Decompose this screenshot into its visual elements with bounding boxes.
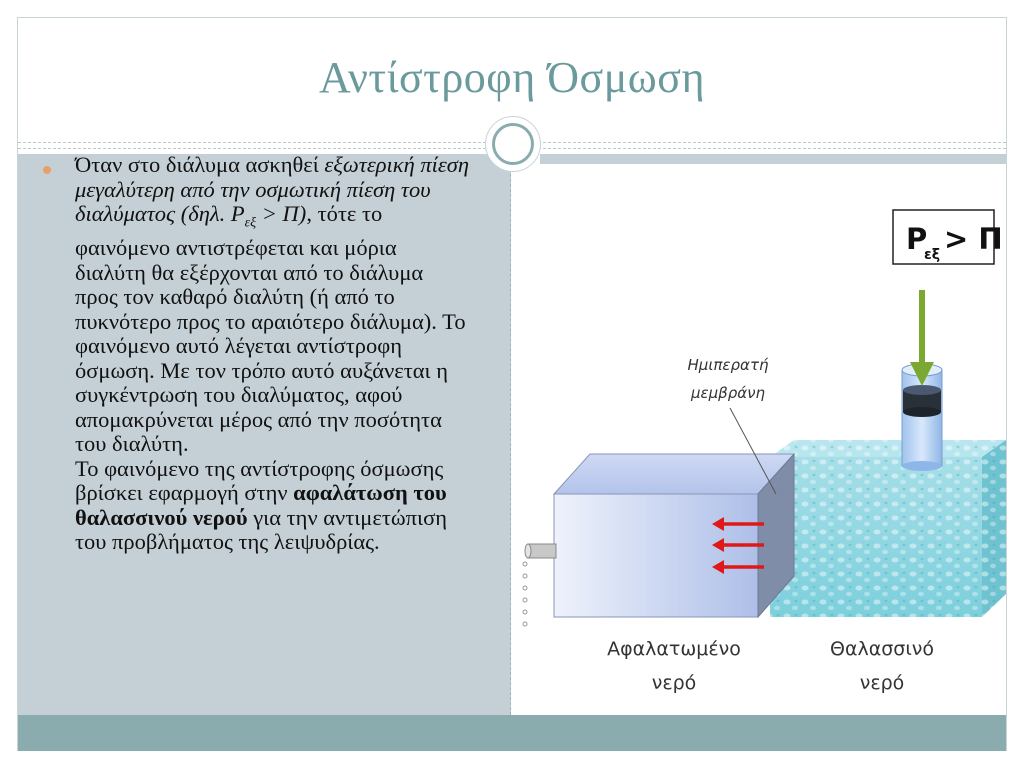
para1-part1: Όταν στο διάλυμα ασκηθεί bbox=[75, 152, 325, 177]
reverse-osmosis-figure bbox=[512, 164, 1006, 715]
pressure-sub: εξ bbox=[924, 247, 941, 263]
title-ornament-ring bbox=[492, 123, 534, 165]
seawater-label-line1: Θαλασσινό bbox=[830, 638, 934, 660]
para1-italic: εξωτερική πίεση μεγαλύτερη από την οσμωτική πίεση του διαλύματος (δηλ. P bbox=[75, 152, 470, 226]
para2-part2: για την αντιμετώπιση του προβλήματος της λειψυδρίας. bbox=[75, 504, 447, 554]
footer-bar bbox=[18, 715, 1006, 751]
pressure-p: P bbox=[906, 222, 928, 256]
header-band bbox=[540, 154, 1006, 164]
water-flow-arrows bbox=[712, 517, 764, 574]
seawater-label-line2: νερό bbox=[859, 672, 905, 694]
bullet-icon bbox=[43, 166, 51, 174]
pressure-rest: > Π bbox=[944, 222, 1003, 256]
para2-part1: Το φαινόμενο της αντίστροφης όσμωσης βρίσκει εφαρμογή στην bbox=[75, 455, 444, 505]
body-text bbox=[75, 153, 470, 555]
para2-bold: αφαλάτωση του θαλασσινού νερού bbox=[75, 480, 447, 530]
slide-title: Αντίστροφη Όσμωση bbox=[319, 53, 705, 102]
membrane-line1: Ημιπερατή bbox=[687, 356, 769, 374]
para1-italic-end: > Π) bbox=[256, 201, 307, 226]
pressure-label-box bbox=[893, 210, 1003, 264]
desalinated-label-line1: Αφαλατωμένο bbox=[607, 638, 741, 660]
desalinated-label-line2: νερό bbox=[651, 672, 697, 694]
sea-water-tank bbox=[770, 440, 1006, 617]
membrane-line2: μεμβράνη bbox=[690, 384, 766, 402]
para1-subscript: εξ bbox=[244, 215, 257, 231]
para1-part2: , τότε το φαινόμενο αντιστρέφεται και μόρια διαλύτη θα εξέρχονται από το διάλυμα προς τον καθαρό διαλύτη (ή από το πυκνότερο προς το αραιότερο διάλυμα). Το φαινόμενο αυτό λέγεται αντίστροφη όσμωση. Με τον τρόπο αυτό αυξάνεται η συγκέντρωση του διαλύματος, αφού απομακρύνεται μέρος από την ποσότητα του διαλύτη. bbox=[75, 201, 466, 456]
outlet-pipe bbox=[523, 544, 556, 626]
desalinated-water-box bbox=[554, 454, 794, 617]
